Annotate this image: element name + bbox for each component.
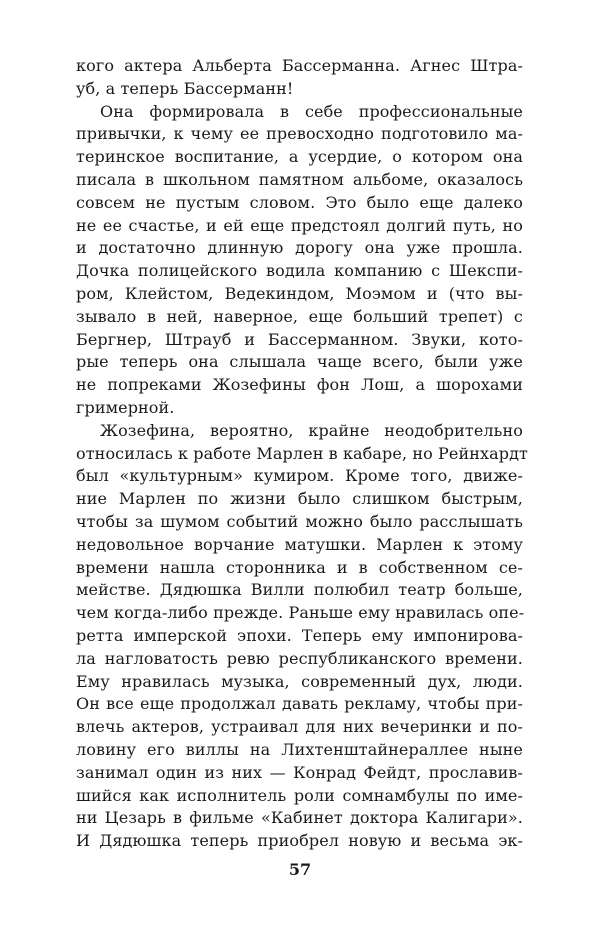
text-line: не ее счастье, и ей еще предстоял долгий путь, но bbox=[76, 215, 523, 235]
text-line: и достаточно длинную дорогу она уже прошла. bbox=[76, 238, 523, 258]
book-page-text bbox=[76, 55, 528, 853]
text-line: ла нагловатость ревю республиканского времени. bbox=[76, 648, 523, 668]
text-line: Ему нравилась музыка, современный дух, люди. bbox=[76, 671, 523, 691]
paragraph bbox=[76, 420, 528, 853]
text-line: недовольное ворчание матушки. Марлен к этому bbox=[76, 534, 523, 554]
text-line: писала в школьном памятном альбоме, оказалось bbox=[76, 169, 523, 189]
text-line: ние Марлен по жизни было слишком быстрым, bbox=[76, 489, 523, 509]
text-line: был «культурным» кумиром. Кроме того, движе- bbox=[76, 466, 523, 486]
text-line: И Дядюшка теперь приобрел новую и весьма эк- bbox=[76, 831, 523, 851]
text-line: привычки, к чему ее превосходно подготовило ма- bbox=[76, 124, 523, 144]
paragraph bbox=[76, 101, 523, 420]
text-line: кого актера Альберта Бассерманна. Агнес Штра- bbox=[76, 56, 523, 75]
page-number: 57 bbox=[288, 860, 312, 879]
text-line: чем когда-либо прежде. Раньше ему нравилась опе- bbox=[76, 603, 525, 623]
text-line: ловину его виллы на Лихтенштайнераллее ныне bbox=[76, 739, 523, 759]
text-line: ни Цезарь в фильме «Кабинет доктора Калигари». bbox=[76, 808, 523, 828]
text-line: занимал один из них — Конрад Фейдт, прославив- bbox=[76, 762, 523, 782]
text-line: времени нашла сторонника и в собственном се- bbox=[76, 557, 523, 577]
text-line: ретта имперской эпохи. Теперь ему импонирова- bbox=[76, 625, 523, 645]
text-line: ром, Клейстом, Ведекиндом, Моэмом и (что вы- bbox=[76, 283, 523, 303]
text-line: Дочка полицейского водила компанию с Шекспи- bbox=[76, 261, 523, 281]
text-line: шийся как исполнитель роли сомнамбулы по име- bbox=[76, 785, 523, 805]
text-line: рые теперь она слышала чаще всего, были уже bbox=[76, 352, 523, 372]
text-line: теринское воспитание, а усердие, о котором она bbox=[76, 147, 523, 167]
text-line: Он все еще продолжал давать рекламу, чтобы при- bbox=[76, 694, 523, 714]
text-line: Она формировала в себе профессиональные bbox=[100, 101, 523, 121]
text-line: влечь актеров, устраивал для них вечеринки и по- bbox=[76, 717, 523, 737]
text-line: зывало в ней, наверное, еще больший трепет) с bbox=[76, 306, 523, 326]
text-line: Жозефина, вероятно, крайне неодобрительно bbox=[100, 420, 523, 440]
paragraph bbox=[76, 55, 523, 101]
text-line: гримерной. bbox=[76, 397, 175, 417]
text-line: совсем не пустым словом. Это было еще далеко bbox=[76, 192, 523, 212]
text-line: относилась к работе Марлен в кабаре, но Рейнхардт bbox=[76, 443, 528, 463]
text-line: мействе. Дядюшка Вилли полюбил театр больше, bbox=[76, 580, 523, 600]
text-line: чтобы за шумом событий можно было расслышать bbox=[76, 511, 523, 531]
text-line: Бергнер, Штрауб и Бассерманном. Звуки, кото- bbox=[76, 329, 523, 349]
text-line: не попреками Жозефины фон Лош, а шорохами bbox=[76, 375, 523, 395]
text-line: уб, а теперь Бассерманн! bbox=[76, 78, 294, 98]
